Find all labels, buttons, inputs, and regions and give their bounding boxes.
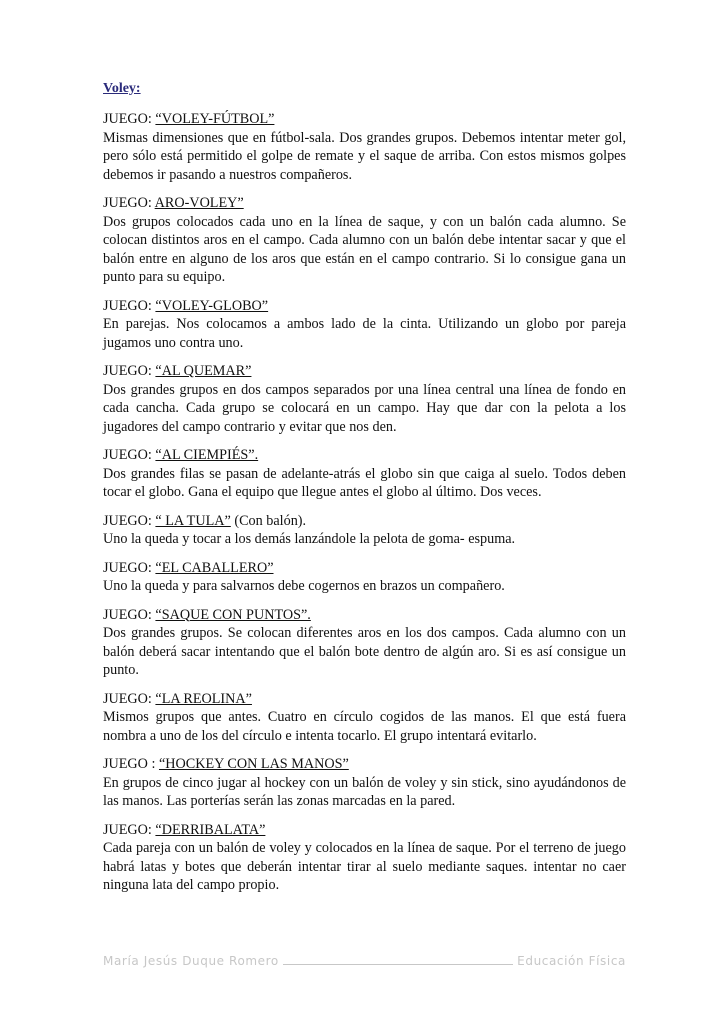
game-entry: [103, 297, 626, 353]
game-name: “AL CIEMPIÉS”.: [155, 447, 259, 463]
game-entry: [103, 690, 626, 746]
game-name: “EL CABALLERO”: [155, 559, 274, 576]
game-heading: [103, 690, 626, 709]
game-name: “HOCKEY CON LAS MANOS”: [158, 756, 349, 772]
game-heading: [103, 194, 626, 213]
game-label: JUEGO :: [103, 756, 159, 772]
games-list: [103, 110, 626, 895]
game-name: “VOLEY-GLOBO”: [155, 297, 269, 314]
game-label: JUEGO:: [103, 297, 156, 314]
game-name: “LA REOLINA”: [155, 690, 252, 707]
game-entry: [103, 559, 626, 596]
game-label: JUEGO:: [103, 821, 156, 838]
footer-divider-line: [283, 964, 513, 965]
game-name: “ LA TULA”: [155, 512, 231, 529]
game-label: JUEGO:: [103, 111, 156, 127]
game-label: JUEGO:: [103, 363, 156, 379]
game-description: Cada pareja con un balón de voley y colocados en la línea de saque. Por el terreno de juego habrá latas y botes que deberán intentar tirar al suelo mediante saques. intentar no caer ninguna lata del campo propio.: [103, 840, 626, 893]
game-heading: [103, 821, 626, 840]
game-entry: [103, 755, 626, 811]
game-entry: [103, 362, 626, 436]
game-description: Dos grupos colocados cada uno en la línea de saque, y con un balón cada alumno. Se colocan distintos aros en el campo. Cada alumno con un balón debe intentar sacar y que el balón entre en alguno de los aros que están en el campo contrario. Si lo consigue gana un punto para su equipo.: [103, 213, 626, 285]
game-description: Dos grandes grupos. Se colocan diferentes aros en los dos campos. Cada alumno con un balón deberá sacar intentando que el balón bote dentro de algún aro. Si es así consigue un punto.: [103, 625, 626, 678]
game-description: Mismas dimensiones que en fútbol-sala. Dos grandes grupos. Debemos intentar meter gol, pero sólo está permitido el golpe de remate y el saque de arriba. Con estos mismos golpes debemos ir pasando a nuestros compañeros.: [103, 129, 626, 183]
game-name: ARO-VOLEY”: [154, 195, 244, 211]
page-footer: [103, 954, 626, 968]
game-description: Mismos grupos que antes. Cuatro en círculo cogidos de las manos. El que está fuera nombra a uno de los del círculo e intenta tocarlo. El grupo intentará evitarlo.: [103, 709, 626, 744]
footer-subject: Educación Física: [517, 954, 626, 968]
footer-author: María Jesús Duque Romero: [103, 954, 279, 968]
game-heading: [103, 512, 626, 531]
game-name: “VOLEY-FÚTBOL”: [155, 111, 275, 127]
game-name: “DERRIBALATA”: [155, 821, 266, 838]
game-entry: [103, 606, 626, 680]
game-heading: [103, 559, 626, 578]
game-label: JUEGO:: [103, 559, 156, 576]
game-label: JUEGO:: [103, 447, 156, 463]
game-heading: [103, 297, 626, 316]
game-name-note: (Con balón).: [230, 512, 307, 529]
game-description: Dos grandes grupos en dos campos separados por una línea central una línea de fondo en cada cancha. Cada grupo se colocará en un campo. Hay que dar con la pelota a los jugadores del campo contrario y evitar que nos den.: [103, 381, 626, 435]
game-label: JUEGO:: [103, 512, 156, 529]
game-label: JUEGO:: [103, 195, 155, 211]
game-entry: [103, 821, 626, 895]
game-description: En grupos de cinco jugar al hockey con un balón de voley y sin stick, sino ayudándonos de las manos. Las porterías serán las zonas marcadas en la pared.: [103, 774, 626, 809]
game-description: Uno la queda y tocar a los demás lanzándole la pelota de goma- espuma.: [103, 531, 516, 547]
game-description: Dos grandes filas se pasan de adelante-atrás el globo sin que caiga al suelo. Todos deben tocar el globo. Gana el equipo que llegue antes el globo al último. Dos veces.: [103, 465, 626, 500]
section-title: Voley:: [103, 81, 141, 96]
game-label: JUEGO:: [103, 690, 156, 707]
game-description: En parejas. Nos colocamos a ambos lado de la cinta. Utilizando un globo por pareja jugamos uno contra uno.: [103, 316, 626, 351]
game-entry: [103, 194, 626, 287]
game-entry: [103, 512, 626, 549]
game-heading: [103, 606, 626, 625]
game-entry: [103, 446, 626, 502]
game-heading: [103, 110, 626, 129]
game-heading: [103, 446, 626, 465]
game-heading: [103, 755, 626, 774]
game-heading: [103, 362, 626, 381]
game-label: JUEGO:: [103, 606, 156, 623]
game-name: “AL QUEMAR”: [155, 363, 252, 379]
game-name: “SAQUE CON PUNTOS”.: [155, 606, 311, 623]
document-page: [103, 80, 626, 905]
game-entry: [103, 110, 626, 184]
game-description: Uno la queda y para salvarnos debe cogernos en brazos un compañero.: [103, 578, 505, 594]
